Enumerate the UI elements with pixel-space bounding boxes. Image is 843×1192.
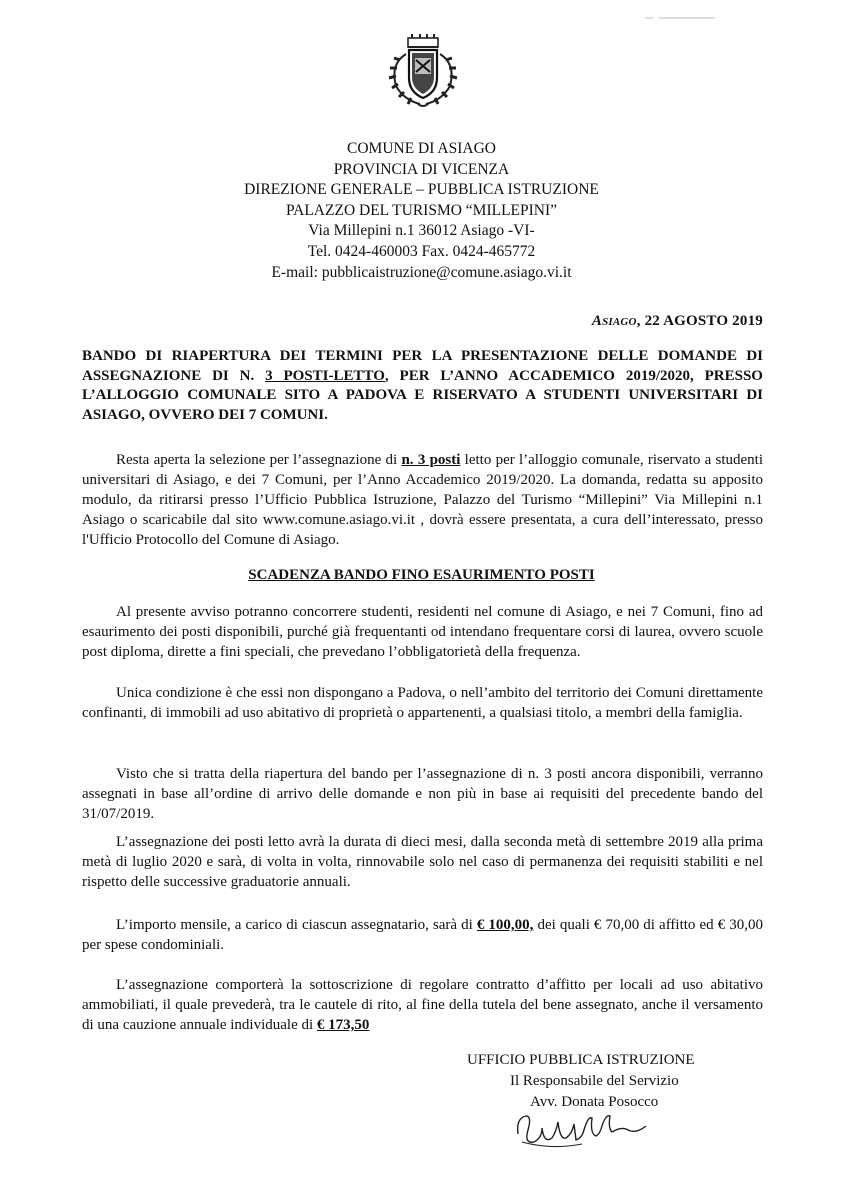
para6-text-1: L’importo mensile, a carico di ciascun assegnatario, sarà di [116, 917, 477, 933]
notice-title [82, 347, 763, 425]
paragraph-eligibility: Al presente avviso potranno concorrere studenti, residenti nel comune di Asiago, e nei 7 Comuni, fino ad esaurimento dei posti disponibili, purché già frequentanti od intendano frequentare corsi di laurea, ovvero scuole post diploma, dirette a fini speciali, che prevedano l’obbligatorietà della frequenza. [82, 604, 763, 660]
handwritten-signature [512, 1104, 652, 1156]
para1-posts-count: n. 3 posti [401, 452, 461, 468]
title-posts-count: 3 POSTI-LETTO [265, 367, 385, 384]
paragraph-selection [82, 450, 763, 550]
letterhead-province: PROVINCIA DI VICENZA [333, 160, 510, 178]
letterhead-department: DIREZIONE GENERALE – PUBBLICA ISTRUZIONE [244, 181, 599, 199]
title-part-2: , PER L’ANNO ACCADEMICO 2019/2020, PRESSO L’ALLOGGIO COMUNALE SITO A PADOVA E RISERVATO A STUDENTI UNIVERSITARI DI ASIAGO, OVVERO DEI 7 COMUNI. [82, 367, 763, 423]
monthly-fee-amount: € 100,00, [476, 917, 534, 933]
paragraph-condition: Unica condizione è che essi non dispongano a Padova, o nell’ambito del territorio dei Comuni direttamente confinanti, di immobili ad uso abitativo di proprietà o appartenenti, a qualsiasi titolo, a membri della famiglia. [82, 685, 763, 721]
coat-of-arms-emblem [378, 34, 468, 110]
deposit-amount: € 173,50 [316, 1017, 370, 1033]
signature-office: UFFICIO PUBBLICA ISTRUZIONE [467, 1052, 695, 1068]
paragraph-reopening: Visto che si tratta della riapertura del bando per l’assegnazione di n. 3 posti ancora disponibili, verranno assegnati in base all’ordine di arrivo delle domande e non più in base ai requisiti del precedente bando del 31/07/2019. [82, 766, 763, 822]
letterhead-address: Via Millepini n.1 36012 Asiago -VI- [308, 222, 535, 240]
letterhead-municipality: COMUNE DI ASIAGO [347, 140, 496, 157]
date-value: , 22 AGOSTO 2019 [636, 313, 763, 329]
paragraph-monthly-fee [82, 915, 763, 955]
para1-text-1: Resta aperta la selezione per l’assegnazione di [116, 452, 402, 468]
letterhead-phone-fax: Tel. 0424-460003 Fax. 0424-465772 [307, 242, 536, 260]
signature-name: Avv. Donata Posocco [530, 1094, 659, 1110]
letterhead-email: E-mail: pubblicaistruzione@comune.asiago.vi.it [271, 263, 572, 281]
signature-role: Il Responsabile del Servizio [510, 1073, 679, 1089]
title-part-1: BANDO DI RIAPERTURA DEI TERMINI PER LA PRESENTAZIONE DELLE DOMANDE DI ASSEGNAZIONE DI N. [82, 348, 763, 384]
para6-text-2: dei quali € 70,00 di affitto ed € 30,00 per spese condominiali. [82, 917, 764, 953]
paragraph-deposit [82, 975, 763, 1035]
document-date [592, 313, 763, 330]
date-place: Asiago [591, 313, 637, 329]
paragraph-duration: L’assegnazione dei posti letto avrà la durata di dieci mesi, dalla seconda metà di settembre 2019 alla prima metà di luglio 2020 e sarà, di volta in volta, rinnovabile solo nel caso di permanenza dei requisiti stabiliti e nel rispetto delle successive graduatorie annuali. [82, 834, 763, 890]
para1-text-2: letto per l’alloggio comunale, riservato a studenti universitari di Asiago, e dei 7 Comuni, per l’Anno Accademico 2019/2020. La domanda, redatta su apposito modulo, da ritirarsi presso l’Ufficio Pubblica Istruzione, Palazzo del Turismo “Millepini” Via Millepini n.1 Asiago o scaricabile dal sito www.comune.asiago.vi.it , dovrà essere presentata, a cura dell’interessato, presso l'Ufficio Protocollo del Comune di Asiago. [82, 452, 764, 548]
letterhead [0, 139, 843, 283]
para7-text: L’assegnazione comporterà la sottoscrizione di regolare contratto d’affitto per locali ad uso abitativo ammobiliati, il quale prevederà, tra le cautele di rito, al fine della tutela del bene assegnato, anche il versamento di una cauzione annuale individuale di [82, 977, 763, 1033]
scan-mark [645, 8, 715, 14]
deadline-heading: SCADENZA BANDO FINO ESAURIMENTO POSTI [248, 567, 595, 583]
letterhead-building: PALAZZO DEL TURISMO “MILLEPINI” [285, 201, 558, 219]
